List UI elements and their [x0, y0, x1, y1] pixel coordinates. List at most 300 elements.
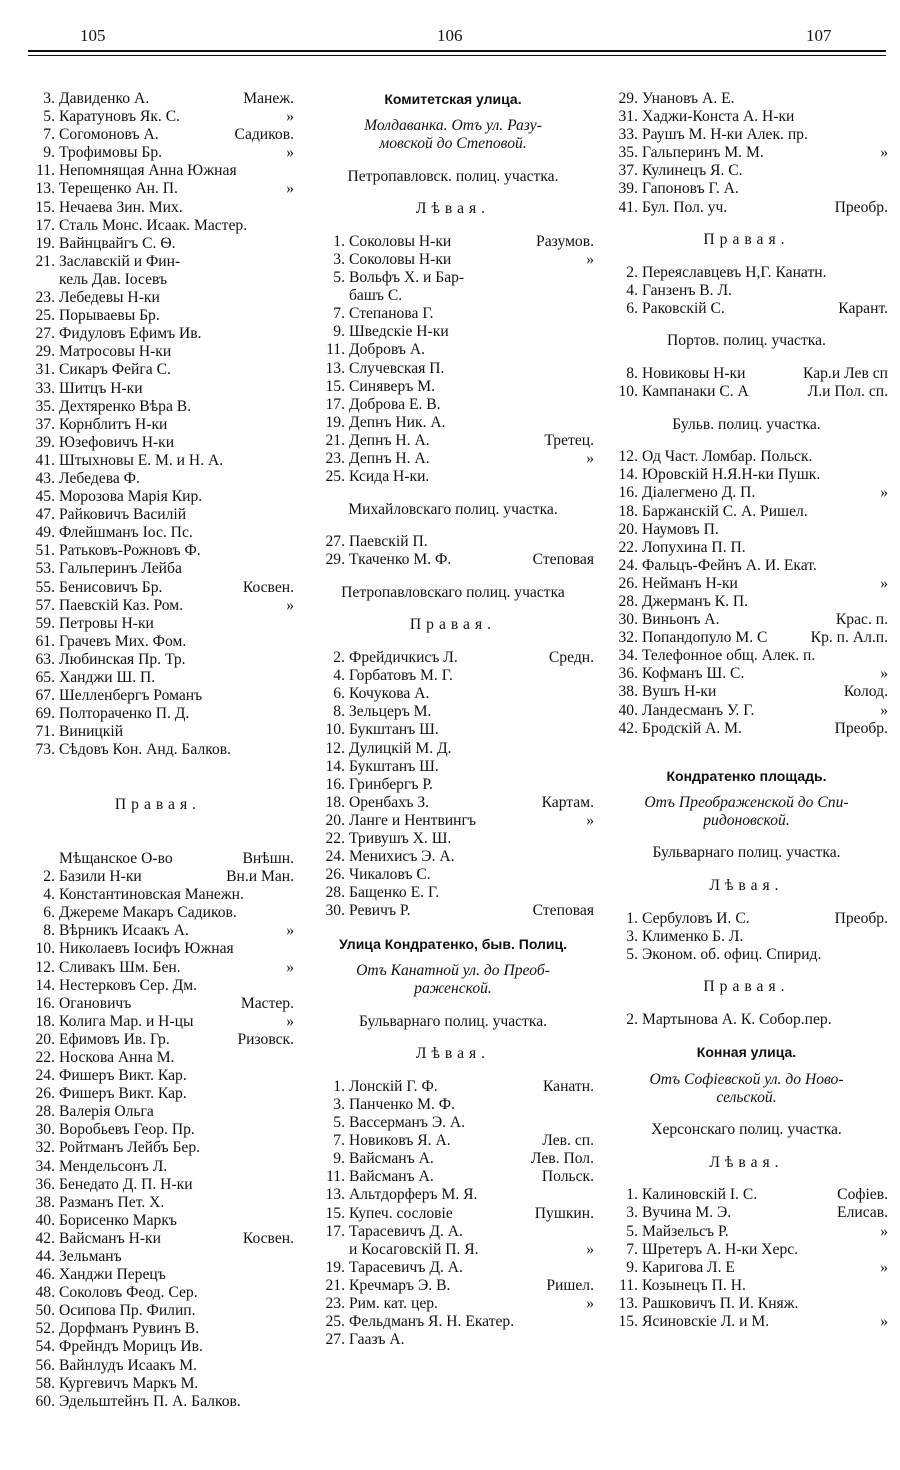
- street-ref: [288, 723, 294, 741]
- street-ref: Преобр.: [834, 719, 888, 737]
- street-ref: [288, 434, 294, 452]
- street-ref: [882, 946, 888, 964]
- resident-name: Ханджи Ш. П.: [59, 669, 156, 686]
- resident-name: Джерманъ К. П.: [642, 592, 749, 610]
- resident-name: Панченко М. Ф.: [349, 1095, 455, 1113]
- resident-name: Менихисъ Э. А.: [349, 848, 455, 866]
- resident-name: Тривушъ Х. Ш.: [349, 829, 452, 847]
- house-number: 36.: [618, 665, 638, 683]
- street-ref: [588, 703, 594, 721]
- resident-name: Базили Н-ки: [59, 868, 142, 886]
- house-number: 42.: [618, 719, 638, 737]
- directory-entry: [312, 685, 594, 703]
- directory-entry: [312, 1186, 594, 1204]
- resident-name: Корнблитъ Н-ки: [59, 415, 168, 433]
- street-heading: Комитетская улица.: [384, 91, 522, 107]
- house-number: 19.: [325, 1258, 345, 1276]
- house-number: 40.: [35, 1211, 55, 1229]
- resident-name: Лебедевы Н-ки: [59, 289, 160, 307]
- resident-name: Бул. Пол. уч.: [642, 198, 728, 216]
- street-ref: »: [880, 1258, 888, 1276]
- street-ref: Степовая: [532, 551, 594, 569]
- directory-entry: [312, 251, 594, 269]
- spacer: [312, 108, 594, 117]
- directory-entry: [312, 360, 594, 378]
- directory-entry: [22, 560, 294, 578]
- street-ref: [288, 289, 294, 307]
- resident-name: Любинская Пр. Тр.: [59, 650, 186, 668]
- directory-entry: [312, 758, 594, 776]
- directory-entry: [22, 1230, 294, 1248]
- street-ref: [588, 533, 594, 551]
- street-ref: »: [880, 144, 888, 162]
- street-ref: [882, 90, 888, 108]
- street-ref: »: [880, 574, 888, 592]
- directory-entry: [22, 416, 294, 434]
- resident-name: Вѣрникъ Исаакъ А.: [59, 922, 189, 940]
- directory-entry: [22, 398, 294, 416]
- side-label: Лѣвая.: [709, 1153, 784, 1171]
- house-number: 22.: [35, 1048, 55, 1066]
- house-number: 37.: [35, 415, 55, 433]
- resident-name: Шведскіе Н-ки: [349, 323, 449, 341]
- street-ref: [288, 1357, 294, 1375]
- resident-name: Вушъ Н-ки: [642, 683, 717, 701]
- resident-name: Вайнлудъ Исаакъ М.: [59, 1356, 198, 1374]
- directory-entry: [605, 575, 888, 593]
- directory-entry: [22, 705, 294, 723]
- side-label: Лѣвая.: [415, 1045, 491, 1063]
- resident-name: Бенисовичъ Бр.: [59, 578, 163, 596]
- spacer: [312, 186, 594, 200]
- directory-entry: [22, 669, 294, 687]
- house-number: 38.: [618, 683, 638, 701]
- directory-entry: [22, 1176, 294, 1194]
- resident-name: Сикаръ Фейга С.: [59, 361, 171, 379]
- directory-entry: [312, 1205, 594, 1223]
- resident-name: Добровъ А.: [349, 341, 426, 359]
- resident-name: Грачевъ Мих. Фом.: [59, 632, 187, 650]
- directory-entry: [22, 1121, 294, 1139]
- street-ref: »: [586, 251, 594, 269]
- side-label: Лѣвая.: [415, 200, 491, 218]
- directory-entry: [605, 383, 888, 401]
- house-number: 17.: [325, 395, 345, 413]
- house-number: 11.: [36, 162, 55, 180]
- street-ref: [288, 1320, 294, 1338]
- directory-entry: [22, 886, 294, 904]
- house-number: 3.: [626, 1204, 638, 1222]
- directory-entry: [22, 1266, 294, 1284]
- resident-name: Степанова Г.: [349, 305, 434, 323]
- house-number: 31.: [35, 361, 55, 379]
- directory-entry: [22, 361, 294, 379]
- street-ref: [588, 830, 594, 848]
- entry-continuation: [312, 287, 594, 305]
- house-number: 13.: [35, 180, 55, 198]
- street-heading: Кондратенко площадь.: [666, 767, 827, 784]
- house-number: 14.: [35, 976, 55, 994]
- resident-name: Раковскій С.: [642, 299, 725, 317]
- house-number: 36.: [35, 1175, 55, 1193]
- directory-entry: [605, 683, 888, 701]
- street-ref: [288, 199, 294, 217]
- spacer: [605, 1172, 888, 1186]
- resident-name: Эдельштейнъ П. А. Балков.: [59, 1392, 241, 1410]
- resident-name: Зельманъ: [59, 1248, 122, 1265]
- house-number: 43.: [35, 469, 55, 487]
- resident-name: Ландесманъ У. Г.: [642, 701, 755, 719]
- house-number: 22.: [618, 538, 638, 556]
- directory-entry: [22, 90, 294, 108]
- directory-entry: [605, 199, 888, 217]
- street-ref: Ризовск.: [237, 1030, 294, 1048]
- street-ref: [288, 1049, 294, 1067]
- street-ref: [288, 1266, 294, 1284]
- spacer: [605, 351, 888, 365]
- directory-entry: [605, 1011, 888, 1029]
- directory-entry: [22, 108, 294, 126]
- directory-entry: [605, 484, 888, 502]
- directory-entry: [312, 812, 594, 830]
- street-ref: [588, 269, 594, 287]
- resident-name: Петровы Н-ки: [59, 614, 154, 632]
- street-ref: [288, 1194, 294, 1212]
- street-ref: [588, 667, 594, 685]
- house-number: 21.: [325, 1276, 345, 1294]
- resident-name: Паевскій П.: [349, 533, 428, 551]
- resident-name: Фрейдичкисъ Л.: [349, 649, 458, 667]
- spacer: [22, 814, 294, 850]
- street-ref: [288, 1067, 294, 1085]
- house-number: 13.: [325, 359, 345, 377]
- street-ref: Польск.: [541, 1168, 594, 1186]
- resident-name: Телефонное общ. Алек. п.: [642, 647, 816, 665]
- street-ref: [288, 343, 294, 361]
- street-ref: Преобр.: [834, 909, 888, 927]
- street-ref: Средн.: [548, 649, 594, 667]
- street-ref: [288, 1139, 294, 1157]
- house-number: 60.: [35, 1392, 55, 1410]
- street-ref: »: [880, 484, 888, 502]
- resident-name: Сталь Монс. Исаак. Мастер.: [59, 216, 248, 234]
- street-ref: [882, 162, 888, 180]
- resident-name: Мендельсонъ Л.: [59, 1157, 168, 1175]
- resident-name: Рашковичъ П. И. Княж.: [642, 1294, 799, 1312]
- street-extent: Отъ Преображенской до Спи-: [644, 793, 849, 811]
- resident-name: Кофманъ Ш. С.: [642, 665, 745, 683]
- directory-entry: [312, 269, 594, 287]
- street-ref: [882, 180, 888, 198]
- house-number: 1.: [333, 232, 345, 250]
- house-number: 21.: [325, 431, 345, 449]
- page-number-right: 107: [806, 26, 832, 45]
- house-number: 51.: [35, 542, 55, 560]
- resident-name: Кургевичъ Маркъ М.: [59, 1374, 199, 1392]
- spacer: [312, 602, 594, 616]
- street-ref: [882, 647, 888, 665]
- house-number: 13.: [325, 1186, 345, 1204]
- house-number: 6.: [333, 685, 345, 703]
- house-number: 5.: [43, 108, 55, 126]
- resident-name: Кречмаръ Э. В.: [349, 1276, 451, 1294]
- directory-entry: [312, 1313, 594, 1331]
- street-ref: »: [286, 1012, 294, 1030]
- resident-name: Вайсманъ А.: [349, 1168, 434, 1186]
- directory-entry: [312, 649, 594, 667]
- directory-entry: [312, 1331, 594, 1349]
- street-ref: [588, 848, 594, 866]
- directory-entry: [312, 1096, 594, 1114]
- resident-name: Вассерманъ Э. А.: [349, 1114, 466, 1132]
- resident-name: Фишеръ Викт. Кар.: [59, 1067, 187, 1085]
- street-ref: [588, 1114, 594, 1132]
- street-ref: [588, 740, 594, 758]
- house-number: [22, 850, 59, 868]
- resident-name: Букштанъ Ш.: [349, 721, 439, 739]
- house-number: 1.: [626, 909, 638, 927]
- directory-entry: [312, 450, 594, 468]
- house-number: 5.: [333, 269, 345, 287]
- directory-entry: [312, 305, 594, 323]
- directory-entry: [605, 90, 888, 108]
- house-number: 65.: [35, 669, 55, 686]
- street-ref: [288, 1176, 294, 1194]
- resident-name: Гапоновъ Г. А.: [642, 180, 739, 198]
- resident-name: Терещенко Ан. П.: [59, 180, 178, 198]
- directory-entry: [312, 1295, 594, 1313]
- resident-name: Фишеръ Викт. Кар.: [59, 1085, 187, 1103]
- house-number: 3.: [333, 251, 345, 269]
- resident-name: Гринбергъ Р.: [349, 775, 433, 793]
- street-ref: [288, 361, 294, 379]
- street-ref: »: [286, 596, 294, 614]
- resident-name: Рим. кат. цер.: [349, 1294, 438, 1312]
- street-ref: Кр. п. Ал.п.: [810, 629, 888, 647]
- house-number: 34.: [618, 647, 638, 665]
- house-number: 23.: [35, 289, 55, 307]
- resident-name: Флейшманъ Іос. Пс.: [59, 524, 193, 542]
- resident-name: Калиновскій І. С.: [642, 1186, 758, 1204]
- street-ref: [882, 521, 888, 539]
- house-number: 20.: [618, 520, 638, 538]
- resident-name: Штыхновы Е. М. и Н. А.: [59, 451, 224, 469]
- house-number: 30.: [618, 611, 638, 629]
- resident-name: Кампанаки С. А: [642, 383, 749, 401]
- street-ref: [288, 542, 294, 560]
- street-heading: Конная улица.: [696, 1044, 797, 1061]
- house-number: 15.: [325, 1204, 345, 1222]
- directory-entry: [22, 922, 294, 940]
- house-number: 40.: [618, 701, 638, 719]
- directory-entry: [605, 180, 888, 198]
- directory-entry: [22, 1049, 294, 1067]
- header-rule-thick: [28, 50, 886, 52]
- house-number: 29.: [35, 343, 55, 361]
- directory-entry: [312, 721, 594, 739]
- directory-entry: [605, 300, 888, 318]
- resident-name: Новиковы Н-ки: [642, 365, 746, 382]
- house-number: 28.: [325, 884, 345, 902]
- directory-entry: [312, 396, 594, 414]
- house-number: 26.: [325, 866, 345, 884]
- street-ref: »: [286, 108, 294, 126]
- street-ref: [288, 1302, 294, 1320]
- directory-entry: [312, 1078, 594, 1096]
- house-number: 58.: [35, 1374, 55, 1392]
- house-number: 25.: [325, 1313, 345, 1331]
- directory-entry: [605, 365, 888, 383]
- spacer: [312, 998, 594, 1012]
- house-number: 9.: [43, 144, 55, 162]
- directory-entry: [22, 995, 294, 1013]
- police-district: Бульварнаго полиц. участка.: [358, 1012, 548, 1030]
- house-number: 33.: [35, 379, 55, 397]
- resident-name: Ксида Н-ки.: [349, 468, 430, 486]
- resident-name: Каратуновъ Як. С.: [59, 108, 180, 126]
- street-ref: [288, 904, 294, 922]
- directory-entry: [605, 720, 888, 738]
- resident-name: Константиновская Манежн.: [59, 886, 244, 904]
- resident-name: Сѣдовъ Кон. Анд. Балков.: [59, 741, 232, 759]
- house-number: 5.: [626, 945, 638, 963]
- resident-name: Разманъ Пет. Х.: [59, 1193, 165, 1211]
- street-extent: сельской.: [716, 1088, 777, 1106]
- resident-name: Заславскій и Фин-: [59, 252, 181, 270]
- resident-name: Трофимовы Бр.: [59, 144, 163, 162]
- directory-entry: [605, 1277, 888, 1295]
- resident-name: Ланге и Нентвингъ: [349, 811, 476, 829]
- street-ref: [288, 651, 294, 669]
- street-ref: [588, 884, 594, 902]
- house-number: 52.: [35, 1320, 55, 1338]
- house-number: 1.: [333, 1077, 345, 1095]
- house-number: 6.: [43, 904, 55, 922]
- page-number-center: 106: [437, 26, 463, 45]
- entry-continuation: [312, 1241, 594, 1259]
- resident-name: Лебедева Ф.: [59, 469, 140, 487]
- house-number: 35.: [35, 397, 55, 415]
- resident-name: Тарасевичъ Д. А.: [349, 1258, 463, 1276]
- spacer: [605, 434, 888, 448]
- resident-name: Райковичъ Василій: [59, 506, 187, 524]
- directory-entry: [22, 1085, 294, 1103]
- house-number: 5.: [333, 1114, 345, 1132]
- house-number: 9.: [333, 323, 345, 341]
- street-ref: [588, 1259, 594, 1277]
- house-number: 2.: [43, 868, 55, 886]
- street-ref: Садиков.: [234, 126, 294, 144]
- directory-entry: [22, 1320, 294, 1338]
- directory-entry: [605, 108, 888, 126]
- street-ref: »: [586, 1294, 594, 1312]
- street-ref: Косвен.: [242, 578, 294, 596]
- resident-name: Чикаловъ С.: [349, 866, 431, 884]
- house-number: 15.: [618, 1313, 638, 1331]
- street-ref: [588, 378, 594, 396]
- spacer: [312, 519, 594, 533]
- house-number: 22.: [325, 829, 345, 847]
- house-number: 3.: [626, 927, 638, 945]
- resident-name: Матросовы Н-ки: [59, 343, 172, 361]
- house-number: 11.: [326, 341, 345, 359]
- street-ref: [288, 416, 294, 434]
- directory-entry: [22, 615, 294, 633]
- house-number: 16.: [618, 484, 638, 502]
- resident-name: Ханджи Перецъ: [59, 1266, 166, 1284]
- street-ref: [882, 126, 888, 144]
- street-ref: Преобр.: [834, 198, 888, 216]
- street-ref: »: [586, 811, 594, 829]
- resident-name: Од Част. Ломбар. Польск.: [642, 448, 813, 466]
- house-number: 47.: [35, 506, 55, 524]
- street-ref: [288, 615, 294, 633]
- resident-name: Фальцъ-Фейнъ А. И. Екат.: [642, 556, 817, 574]
- street-ref: Лев. сп.: [542, 1132, 594, 1150]
- directory-entry: [22, 1393, 294, 1411]
- resident-name: Кочукова А.: [349, 685, 430, 703]
- street-ref: Косвен.: [242, 1229, 294, 1247]
- spacer: [605, 401, 888, 415]
- continuation-text: и Косаговскій П. Я.: [349, 1240, 479, 1258]
- resident-name: Клименко Б. Л.: [642, 927, 744, 945]
- resident-name: Мартынова А. К. Собор.пер.: [642, 1010, 832, 1028]
- directory-entry: [312, 551, 594, 569]
- street-ref: [288, 1085, 294, 1103]
- directory-entry: [22, 579, 294, 597]
- house-number: 50.: [35, 1302, 55, 1320]
- directory-entry: [22, 904, 294, 922]
- house-number: 15.: [35, 198, 55, 216]
- spacer: [605, 1029, 888, 1043]
- house-number: 9.: [333, 1150, 345, 1168]
- resident-name: Ревичъ Р.: [349, 902, 411, 920]
- resident-name: Бащенко Е. Г.: [349, 884, 440, 902]
- street-ref: »: [880, 1313, 888, 1331]
- street-ref: [588, 758, 594, 776]
- house-number: 29.: [618, 90, 638, 107]
- spacer: [312, 1063, 594, 1077]
- house-number: 34.: [35, 1157, 55, 1175]
- house-number: 3.: [43, 90, 55, 107]
- house-number: 18.: [35, 1012, 55, 1030]
- directory-entry: [605, 1223, 888, 1241]
- street-ref: [882, 448, 888, 466]
- house-number: 61.: [35, 632, 55, 650]
- house-number: 38.: [35, 1193, 55, 1211]
- directory-entry: [605, 702, 888, 720]
- house-number: 54.: [35, 1338, 55, 1356]
- street-ref: [588, 721, 594, 739]
- house-number: 12.: [618, 448, 638, 466]
- street-ref: [288, 325, 294, 343]
- column-left: [22, 90, 294, 1411]
- directory-entry: [605, 629, 888, 647]
- resident-name: Букштанъ Ш.: [349, 757, 439, 775]
- street-extent: Отъ Канатной ул. до Преоб-: [356, 962, 550, 980]
- resident-name: Шитцъ Н-ки: [59, 379, 143, 397]
- directory-entry: [22, 470, 294, 488]
- street-ref: [288, 524, 294, 542]
- resident-name: Тарасевичъ Д. А.: [349, 1222, 463, 1240]
- street-ref: [882, 539, 888, 557]
- house-number: 39.: [35, 433, 55, 451]
- resident-name: Ратьковъ-Рожновъ Ф.: [59, 542, 201, 560]
- spacer: [312, 486, 594, 500]
- resident-name: Наумовъ П.: [642, 520, 719, 538]
- house-number: 14.: [618, 466, 638, 484]
- directory-entry: [312, 1150, 594, 1168]
